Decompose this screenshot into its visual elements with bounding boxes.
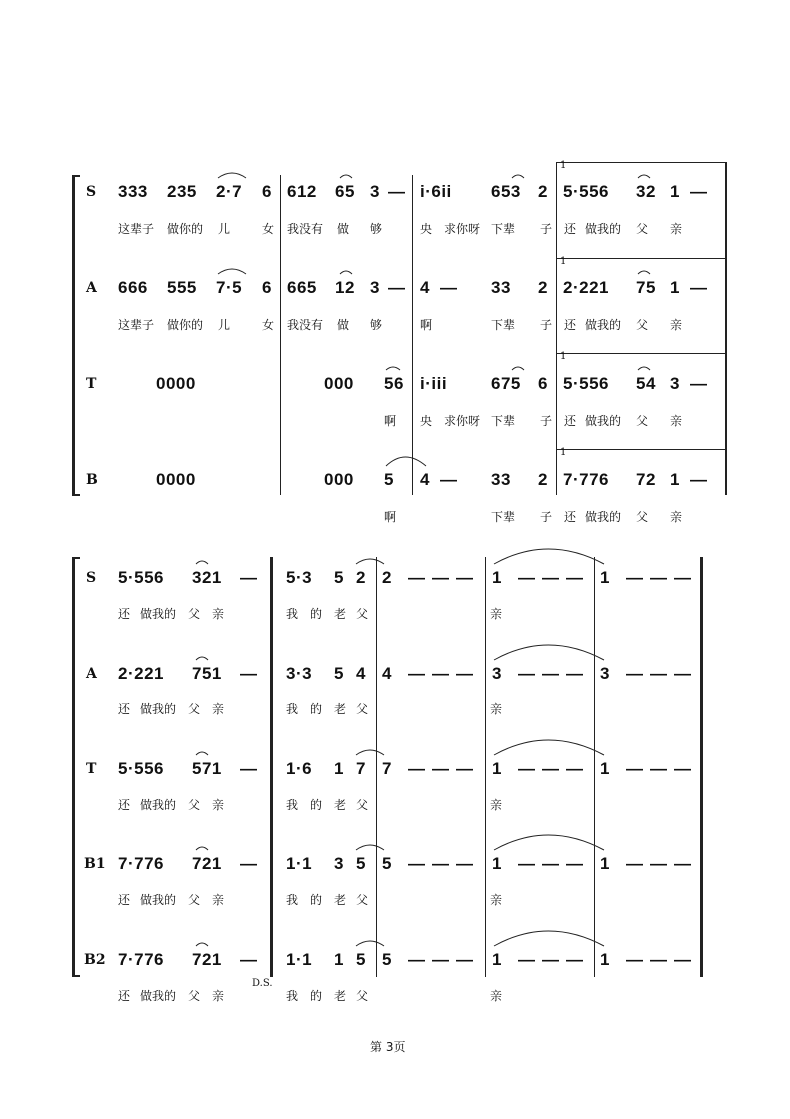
note-group: — [566,568,584,587]
lyric: 下辈 [491,318,516,332]
note-group: — [518,950,536,969]
note-group: 12 [335,278,355,297]
note-group: — [674,664,692,683]
lyric: 做我的 [140,702,177,716]
lyric: 父 [356,607,369,621]
note-group: 1 [600,950,610,969]
note-group: 000 [324,374,354,393]
note-group: 612 [287,182,317,201]
note-group: 2 [538,182,548,201]
note-group: — [626,950,644,969]
note-group: 3 [600,664,610,683]
note-group: — [542,568,560,587]
note-group: 3 [370,182,380,201]
note-group: 56 [384,374,404,393]
lyric: 还 [564,510,577,524]
note-group: 4 [356,664,366,683]
slur [356,750,384,755]
note-group: 6 [262,278,272,297]
lyric: 亲 [670,222,683,236]
note-group: 1·1 [286,854,313,873]
note-group: — [650,950,668,969]
lyric: 亲 [490,798,503,812]
lyric: 还 [118,702,131,716]
lyric: 下辈 [491,414,516,428]
lyric: 父 [636,414,649,428]
part-label: B [86,472,98,488]
lyric: 啊 [384,510,397,524]
lyric: 还 [564,222,577,236]
lyric: 亲 [212,989,225,1003]
lyric: 做你的 [167,222,204,236]
lyric: 的 [310,893,323,907]
lyric: 的 [310,989,323,1003]
note-group: — [650,664,668,683]
note-group: — [566,854,584,873]
note-group: — [674,950,692,969]
lyric: 做我的 [585,510,622,524]
lyric: 够 [370,222,383,236]
lyric: 亲 [212,798,225,812]
lyric: 亲 [490,702,503,716]
note-group: 1 [670,278,680,297]
part-label: B1 [84,856,106,872]
slur [196,657,208,660]
slur [218,269,246,274]
note-group: — [690,278,708,297]
slur [638,367,650,370]
note-group: 751 [192,664,222,683]
note-group: 7 [382,759,392,778]
note-group: 7·5 [216,278,243,297]
note-group: 571 [192,759,222,778]
note-group: 65 [335,182,355,201]
note-group: 5·556 [118,568,164,587]
lyric: 老 [334,607,347,621]
lyric: 的 [310,702,323,716]
note-group: — [518,854,536,873]
slur [638,271,650,274]
lyric: 我 [286,607,299,621]
lyric: 亲 [490,893,503,907]
lyric: 还 [564,318,577,332]
note-group: 7 [356,759,366,778]
lyric: 父 [636,318,649,332]
volta-number: 1 [560,160,567,171]
note-group: 7·776 [118,950,164,969]
note-group: 1 [492,759,502,778]
lyric: 央 [420,222,433,236]
note-group: — [388,182,406,201]
lyric: 女 [262,222,275,236]
note-group: — [566,950,584,969]
note-group: 235 [167,182,197,201]
lyric: 啊 [420,318,433,332]
note-group: — [566,664,584,683]
slur [512,175,524,178]
lyric: 的 [310,798,323,812]
part-label: T [86,761,97,777]
note-group: 000 [324,470,354,489]
note-group: 33 [491,470,511,489]
note-group: — [674,759,692,778]
part-label: T [86,376,97,392]
lyric: 做我的 [585,414,622,428]
lyric: 父 [188,702,201,716]
note-group: — [650,854,668,873]
note-group: 6 [538,374,548,393]
note-group: — [388,278,406,297]
note-group: 2 [356,568,366,587]
lyric: 我 [286,989,299,1003]
lyric: 的 [310,607,323,621]
lyric: 子 [540,414,553,428]
note-group: 1 [492,950,502,969]
lyric: 父 [188,893,201,907]
lyric: 亲 [670,414,683,428]
note-group: — [456,950,474,969]
note-group: 3·3 [286,664,313,683]
slur [494,835,604,850]
note-group: — [626,664,644,683]
lyric: 做 [337,318,350,332]
slur [494,645,604,660]
note-group: 2·221 [118,664,164,683]
note-group: 653 [491,182,521,201]
note-group: — [674,854,692,873]
lyric: 父 [356,893,369,907]
note-group: 555 [167,278,197,297]
note-group: 1·6 [286,759,313,778]
note-group: — [432,950,450,969]
note-group: 0000 [156,470,196,489]
lyric: 我没有 [287,222,324,236]
note-group: 54 [636,374,656,393]
note-group: 1 [492,854,502,873]
lyric: 还 [118,893,131,907]
part-label: S [86,570,97,586]
note-group: — [626,759,644,778]
slur [356,845,384,850]
lyric: 我 [286,893,299,907]
lyric: 做我的 [140,989,177,1003]
note-group: 5·556 [118,759,164,778]
slur [196,561,208,564]
note-group: — [408,568,426,587]
lyric: 下辈 [491,510,516,524]
note-group: — [626,568,644,587]
lyric: 亲 [490,607,503,621]
note-group: 3 [492,664,502,683]
note-group: 5 [356,950,366,969]
lyric: 老 [334,893,347,907]
note-group: — [518,759,536,778]
note-group: 5 [334,568,344,587]
note-group: — [240,950,258,969]
note-group: — [408,950,426,969]
note-group: 321 [192,568,222,587]
slur [494,549,604,564]
note-group: 7·776 [118,854,164,873]
note-group: — [518,664,536,683]
note-group: 1·1 [286,950,313,969]
note-group: 5 [382,950,392,969]
note-group: — [650,568,668,587]
lyric: 做我的 [140,798,177,812]
note-group: 5 [334,664,344,683]
note-group: 1 [600,854,610,873]
lyric: 做我的 [140,607,177,621]
note-group: — [432,568,450,587]
note-group: — [690,182,708,201]
note-group: — [518,568,536,587]
note-group: 1 [600,759,610,778]
note-group: — [440,470,458,489]
note-group: 1 [670,470,680,489]
page-number: 第 3页 [370,1040,406,1054]
note-group: 1 [334,950,344,969]
lyric: 下辈 [491,222,516,236]
lyric: 我 [286,798,299,812]
note-group: — [432,664,450,683]
note-group: — [408,759,426,778]
lyric: 亲 [490,989,503,1003]
lyric: 亲 [212,607,225,621]
note-group: — [456,664,474,683]
note-group: — [408,664,426,683]
note-group: 5 [384,470,394,489]
lyric: 还 [118,989,131,1003]
lyric: 央 [420,414,433,428]
lyric: 子 [540,318,553,332]
lyric: 我没有 [287,318,324,332]
note-group: 5 [382,854,392,873]
part-label: A [86,280,97,296]
lyric: 老 [334,989,347,1003]
volta-number: 1 [560,351,567,362]
part-label: B2 [84,952,106,968]
slur [340,175,352,178]
note-group: i·iii [420,374,448,393]
note-group: 5·556 [563,374,609,393]
slur [386,367,400,370]
note-group: 0000 [156,374,196,393]
note-group: — [566,759,584,778]
lyric: 做我的 [585,222,622,236]
note-group: — [240,568,258,587]
note-group: 675 [491,374,521,393]
note-group: 5·556 [563,182,609,201]
slur [494,740,604,755]
lyric: 还 [118,607,131,621]
note-group: 2·221 [563,278,609,297]
lyric: 做我的 [585,318,622,332]
lyric: 做我的 [140,893,177,907]
lyric: 还 [118,798,131,812]
lyric: 儿 [218,318,231,332]
note-group: 2 [382,568,392,587]
note-group: — [456,854,474,873]
slur [494,931,604,946]
lyric: 父 [188,989,201,1003]
lyric: 子 [540,222,553,236]
part-label: A [86,666,97,682]
note-group: 6 [262,182,272,201]
note-group: — [542,854,560,873]
note-group: — [456,759,474,778]
volta-number: 1 [560,447,567,458]
lyric: 父 [188,798,201,812]
slur [196,943,208,946]
lyric: 亲 [670,510,683,524]
ds-mark: D.S. [252,978,273,989]
volta-number: 1 [560,256,567,267]
lyric: 还 [564,414,577,428]
lyric: 父 [356,798,369,812]
note-group: — [690,470,708,489]
lyric: 这辈子 [118,222,155,236]
note-group: i·6ii [420,182,452,201]
lyric: 亲 [212,893,225,907]
note-group: 2 [538,470,548,489]
lyric: 父 [636,510,649,524]
note-group: 1 [600,568,610,587]
lyric: 父 [188,607,201,621]
note-group: 5 [356,854,366,873]
note-group: — [240,664,258,683]
note-group: 4 [420,470,430,489]
note-group: 3 [334,854,344,873]
note-group: — [542,950,560,969]
note-group: 75 [636,278,656,297]
note-group: — [690,374,708,393]
lyric: 女 [262,318,275,332]
lyric: 啊 [384,414,397,428]
note-group: — [650,759,668,778]
note-group: — [440,278,458,297]
lyric: 够 [370,318,383,332]
lyric: 亲 [212,702,225,716]
note-group: 4 [382,664,392,683]
lyric: 做 [337,222,350,236]
note-group: — [626,854,644,873]
note-group: 721 [192,854,222,873]
lyric: 老 [334,702,347,716]
note-group: 33 [491,278,511,297]
note-group: 72 [636,470,656,489]
note-group: 2 [538,278,548,297]
slur [356,941,384,946]
part-label: S [86,184,97,200]
note-group: — [542,759,560,778]
note-group: 665 [287,278,317,297]
note-group: 3 [670,374,680,393]
note-group: — [240,759,258,778]
lyric: 父 [356,989,369,1003]
lyric: 父 [636,222,649,236]
note-group: 333 [118,182,148,201]
lyric: 求你呀 [444,414,481,428]
lyric: 求你呀 [444,222,481,236]
note-group: 32 [636,182,656,201]
note-group: — [408,854,426,873]
slur [512,367,524,370]
slur [218,173,246,178]
note-group: 3 [370,278,380,297]
lyric: 这辈子 [118,318,155,332]
slur [356,559,384,564]
note-group: 721 [192,950,222,969]
note-group: — [674,568,692,587]
note-group: 666 [118,278,148,297]
note-group: — [456,568,474,587]
note-group: 2·7 [216,182,243,201]
slur [340,271,352,274]
note-group: 1 [492,568,502,587]
lyric: 子 [540,510,553,524]
slur [196,752,208,755]
note-group: 7·776 [563,470,609,489]
lyric: 亲 [670,318,683,332]
note-group: — [240,854,258,873]
slur [386,457,426,466]
note-group: — [432,759,450,778]
lyric: 我 [286,702,299,716]
note-group: 1 [334,759,344,778]
note-group: — [542,664,560,683]
note-group: — [432,854,450,873]
slur [196,847,208,850]
lyric: 儿 [218,222,231,236]
lyric: 父 [356,702,369,716]
lyric: 做你的 [167,318,204,332]
lyric: 老 [334,798,347,812]
note-group: 4 [420,278,430,297]
note-group: 5·3 [286,568,313,587]
slur [638,175,650,178]
note-group: 1 [670,182,680,201]
